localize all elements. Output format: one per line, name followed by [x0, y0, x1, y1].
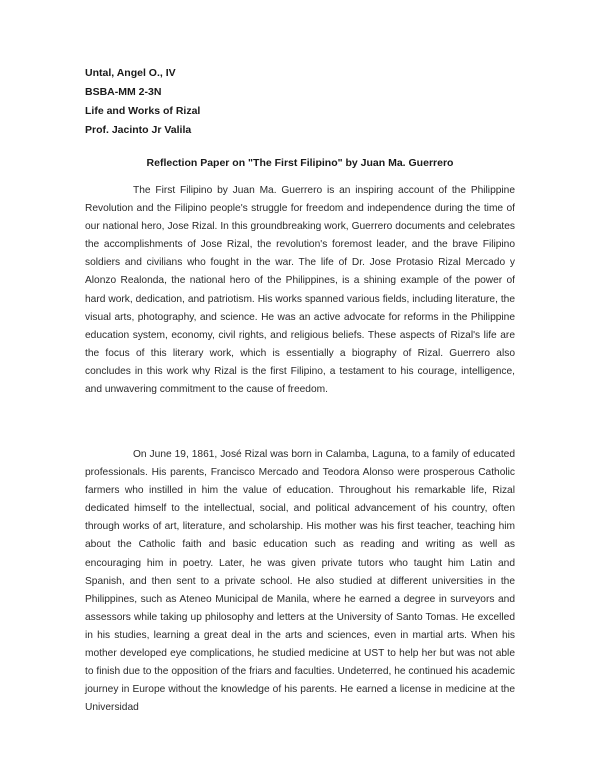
author-header	[85, 64, 200, 140]
course-title: Life and Works of Rizal	[85, 105, 201, 117]
course-section: BSBA-MM 2-3N	[85, 86, 162, 98]
professor-name: Prof. Jacinto Jr Valila	[85, 124, 192, 136]
body-paragraph-1: The First Filipino by Juan Ma. Guerrero is an inspiring account of the Philippine Revolution and the Filipino people's struggle for freedom and independence during the time of our national hero, Jose Rizal. In this groundbreaking work, Guerrero documents and celebrates the accomplishments of Jose Rizal, the revolution's foremost leader, and the brave Filipino soldiers and civilians who fought in the war. The life of Dr. Jose Protasio Rizal Mercado y Alonzo Realonda, the national hero of the Philippines, is a shining example of the power of hard work, dedication, and patriotism. His works spanned various fields, including literature, the visual arts, photography, and science. He was an active advocate for reforms in the Philippine education system, economy, civil rights, and religious beliefs. These aspects of Rizal's life are the focus of this literary work, which is essentially a biography of Rizal. Guerrero also concludes in this work why Rizal is the first Filipino, a testament to his courage, intelligence, and unwavering commitment to the cause of freedom.	[85, 185, 515, 396]
paper-title: Reflection Paper on "The First Filipino" by Juan Ma. Guerrero	[146, 157, 454, 169]
body-paragraph-2: On June 19, 1861, José Rizal was born in Calamba, Laguna, to a family of educated professionals. His parents, Francisco Mercado and Teodora Alonso were prosperous Catholic farmers who instilled in him the value of education. Throughout his remarkable life, Rizal dedicated himself to the intellectual, social, and political advancement of his country, often through works of art, literature, and scholarship. His mother was his first teacher, teaching him about the Catholic faith and basic education such as reading and writing as well as encouraging him in poetry. Later, he was given private tutors who taught him Latin and Spanish, and then sent to a private school. He also studied at different universities in the Philippines, such as Ateneo Municipal de Manila, where he earned a degree in surveyors and assessors while taking up philosophy and letters at the University of Santo Tomas. He excelled in his studies, learning a great deal in the arts and sciences, even in martial arts. When his mother developed eye complications, he studied medicine at UST to help her but was not able to finish due to the opposition of the friars and faculties. Undeterred, he continued his academic journey in Europe without the knowledge of his parents. He earned a license in medicine at the Universidad	[85, 449, 515, 714]
author-name: Untal, Angel O., IV	[85, 67, 176, 79]
